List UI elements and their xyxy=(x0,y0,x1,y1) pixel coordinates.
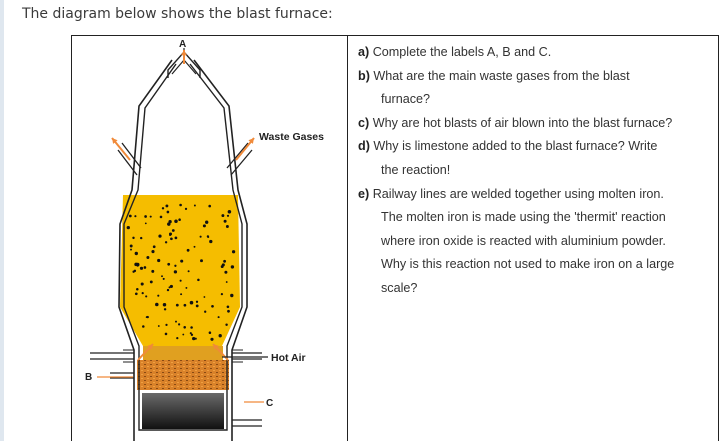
charge-dot xyxy=(127,226,130,229)
charge-dot xyxy=(174,265,176,267)
charge-dot xyxy=(150,216,152,218)
charge-dot xyxy=(224,271,227,274)
charge-dot xyxy=(190,301,194,305)
charge-dot xyxy=(145,295,147,297)
top-feed-arrow-head xyxy=(181,50,187,55)
molten-iron-layer xyxy=(142,393,224,429)
charge-dot xyxy=(205,221,208,224)
charge-dot xyxy=(160,216,163,219)
charge-dot xyxy=(179,204,182,207)
charge-dot xyxy=(165,333,168,336)
charge-dot xyxy=(207,235,209,237)
charge-dot xyxy=(141,282,144,285)
charge-dot xyxy=(134,270,136,272)
label-c: C xyxy=(266,398,274,409)
question-d: d) Why is limestone added to the blast furnace? Write the reaction! xyxy=(358,139,658,177)
charge-dot xyxy=(158,234,161,237)
charge-dot xyxy=(136,288,139,291)
charge-dot xyxy=(232,250,235,253)
charge-dot xyxy=(132,237,134,239)
charge-dot xyxy=(135,252,138,255)
slag-layer xyxy=(137,360,229,390)
charge-dot xyxy=(227,306,230,309)
charge-dot xyxy=(224,220,227,223)
charge-dot xyxy=(175,321,177,323)
charge-dot xyxy=(211,305,214,308)
charge-dot xyxy=(129,215,132,218)
charge-dot xyxy=(146,316,148,318)
charge-dot xyxy=(227,310,230,313)
charge-dot xyxy=(142,292,144,294)
charge-dot xyxy=(150,280,153,283)
charge-dot xyxy=(175,237,178,240)
charge-dot xyxy=(144,215,147,218)
charge-dot xyxy=(142,325,145,328)
charge-dot xyxy=(231,265,234,268)
charge-dot xyxy=(158,325,160,327)
charge-dot xyxy=(167,211,170,214)
question-a: a) Complete the labels A, B and C. xyxy=(358,45,552,59)
question-e: e) Railway lines are welded together using molten iron. The molten iron is made using the 'thermit' reaction where iron oxide is reacted with aluminium powder. Why is this reaction not used to make iron on a large scale? xyxy=(358,186,675,295)
charge-dot xyxy=(185,208,187,210)
charge-dot xyxy=(157,295,159,297)
charge-dot xyxy=(155,303,159,307)
charge-dot xyxy=(226,281,228,283)
charge-dot xyxy=(153,245,156,248)
charge-dot xyxy=(227,215,229,217)
charge-dot xyxy=(165,204,168,207)
charge-dot xyxy=(218,316,220,318)
charge-dot xyxy=(184,304,187,307)
intro-text: The diagram below shows the blast furnace: xyxy=(22,6,333,22)
charge-dot xyxy=(167,263,170,266)
charge-dot xyxy=(140,267,143,270)
charge-dot xyxy=(194,205,196,207)
charge-dot xyxy=(203,224,206,227)
charge-dot xyxy=(195,338,197,340)
charge-dot xyxy=(163,303,166,306)
charge-dot xyxy=(190,326,193,329)
charge-dot xyxy=(178,218,181,221)
charge-dot xyxy=(190,332,192,334)
charge-dot xyxy=(164,308,166,310)
question-b: b) What are the main waste gases from the blast furnace? xyxy=(358,68,630,107)
charge-dot xyxy=(174,270,177,273)
question-c: c) Why are hot blasts of air blown into the blast furnace? xyxy=(358,115,673,130)
charge-dot xyxy=(185,287,187,289)
charge-dot xyxy=(219,334,222,337)
charge-dot xyxy=(167,222,170,225)
charge-dot xyxy=(208,205,211,208)
charge-dot xyxy=(196,305,199,308)
charge-dot xyxy=(180,260,183,263)
charge-dot xyxy=(161,275,163,277)
iron-tap xyxy=(232,420,262,426)
blast-furnace-diagram xyxy=(72,36,347,441)
charge-dot xyxy=(200,259,203,262)
charge-dot xyxy=(183,326,186,329)
charge-dot xyxy=(165,241,167,243)
charge-dot xyxy=(221,214,224,217)
charge-dot xyxy=(165,324,167,326)
charge-dot xyxy=(180,280,182,282)
charge-dot xyxy=(130,245,133,248)
charge-dot xyxy=(130,249,132,251)
charge-dot xyxy=(210,338,213,341)
hot-air-pipe-right xyxy=(232,353,262,359)
charge-dot xyxy=(176,304,179,307)
charge-dot xyxy=(197,279,200,282)
charge-dot xyxy=(230,294,233,297)
charge-dot xyxy=(221,293,223,295)
charge-dot xyxy=(176,337,178,339)
charge-dot xyxy=(134,215,136,217)
questions-panel xyxy=(358,41,718,301)
label-b: B xyxy=(85,372,93,383)
charge-dot xyxy=(134,263,138,267)
charge-dot xyxy=(182,334,184,336)
charge-dot xyxy=(162,207,164,209)
charge-dot xyxy=(163,278,165,280)
charge-dot xyxy=(151,250,154,253)
charge-dot xyxy=(169,286,171,288)
charge-dot xyxy=(144,266,147,269)
charge-dot xyxy=(187,249,190,252)
charge-dot xyxy=(226,225,229,228)
charge-dot xyxy=(204,311,206,313)
charge-dot xyxy=(151,270,154,273)
label-waste-gases: Waste Gases xyxy=(259,131,324,143)
hot-air-pipe-left xyxy=(90,353,134,359)
charge-layer xyxy=(120,195,240,346)
charge-dot xyxy=(228,210,232,214)
charge-dot xyxy=(180,293,182,295)
charge-dot xyxy=(209,331,212,334)
charge-dot xyxy=(170,237,173,240)
charge-dot xyxy=(157,259,160,262)
charge-dot xyxy=(203,296,205,298)
label-hot-air: Hot Air xyxy=(271,352,306,364)
charge-dot xyxy=(135,292,138,295)
charge-dot xyxy=(172,229,175,232)
charge-dot xyxy=(178,323,180,325)
charge-dot xyxy=(140,237,142,239)
charge-dot xyxy=(169,234,171,236)
charge-dot xyxy=(200,236,202,238)
charge-dot xyxy=(222,263,225,266)
charge-dot xyxy=(146,256,149,259)
charge-dot xyxy=(209,240,212,243)
charge-dot xyxy=(225,323,227,325)
charge-dot xyxy=(145,223,147,225)
charge-dot xyxy=(196,301,198,303)
charge-dot xyxy=(167,289,169,291)
label-a: A xyxy=(179,39,187,50)
charge-dot xyxy=(223,260,226,263)
charge-dot xyxy=(188,270,190,272)
charge-dot xyxy=(194,246,196,248)
charge-dot xyxy=(174,220,178,224)
